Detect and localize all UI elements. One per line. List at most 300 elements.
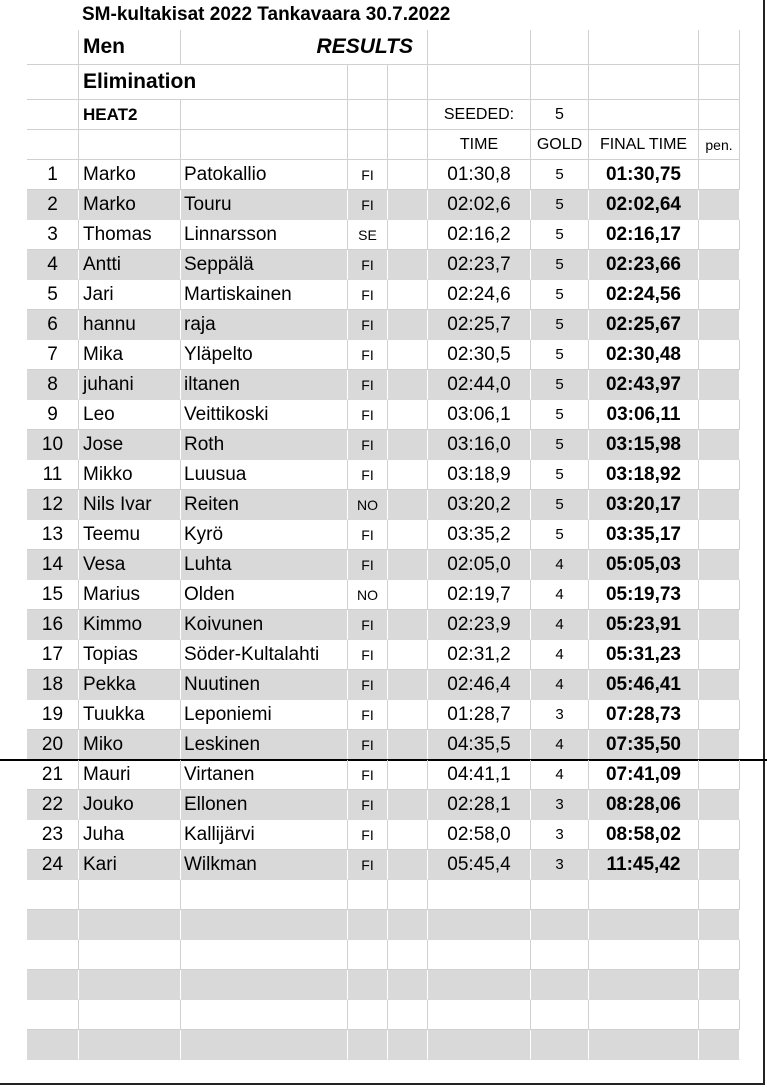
gold-cell: 5 — [531, 340, 589, 370]
country-cell — [348, 910, 388, 940]
table-row — [27, 610, 740, 640]
cell — [348, 65, 388, 100]
pen-cell — [699, 610, 740, 640]
last-name-cell: Roth — [181, 430, 348, 460]
table-row — [27, 280, 740, 310]
cell — [428, 30, 531, 65]
gold-cell: 4 — [531, 580, 589, 610]
position-cell — [27, 1030, 79, 1060]
header-row-round — [27, 65, 740, 100]
pen-cell — [699, 910, 740, 940]
position-cell: 20 — [27, 730, 79, 760]
first-name-cell: Marko — [79, 190, 181, 220]
position-cell: 12 — [27, 490, 79, 520]
final-time-cell: 03:06,11 — [589, 400, 699, 430]
first-name-cell: Mikko — [79, 460, 181, 490]
empty-cell — [388, 820, 428, 850]
empty-cell — [388, 850, 428, 880]
time-column-header: TIME — [428, 130, 531, 160]
first-name-cell: Mauri — [79, 760, 181, 790]
gold-cell: 4 — [531, 760, 589, 790]
pen-cell — [699, 430, 740, 460]
final-time-column-header: FINAL TIME — [589, 130, 699, 160]
final-time-cell: 02:16,17 — [589, 220, 699, 250]
country-cell: NO — [348, 580, 388, 610]
first-name-cell: Topias — [79, 640, 181, 670]
cell — [27, 130, 79, 160]
table-row — [27, 460, 740, 490]
time-cell: 02:46,4 — [428, 670, 531, 700]
empty-cell — [388, 490, 428, 520]
gold-cell: 5 — [531, 520, 589, 550]
position-cell — [27, 1000, 79, 1030]
time-cell: 02:28,1 — [428, 790, 531, 820]
gold-cell: 5 — [531, 460, 589, 490]
final-time-cell: 05:46,41 — [589, 670, 699, 700]
country-cell: FI — [348, 700, 388, 730]
final-time-cell: 07:35,50 — [589, 730, 699, 760]
last-name-cell: Veittikoski — [181, 400, 348, 430]
gold-cell: 3 — [531, 850, 589, 880]
seeded-label: SEEDED: — [428, 100, 531, 130]
empty-table-row — [27, 910, 740, 940]
time-cell: 01:28,7 — [428, 700, 531, 730]
empty-cell — [388, 280, 428, 310]
time-cell: 05:45,4 — [428, 850, 531, 880]
table-row — [27, 250, 740, 280]
cell — [428, 65, 531, 100]
final-time-cell: 01:30,75 — [589, 160, 699, 190]
table-row — [27, 340, 740, 370]
country-cell — [348, 880, 388, 910]
first-name-cell: Juha — [79, 820, 181, 850]
time-cell — [428, 1030, 531, 1060]
time-cell: 02:31,2 — [428, 640, 531, 670]
time-cell: 02:19,7 — [428, 580, 531, 610]
pen-cell — [699, 850, 740, 880]
empty-cell — [388, 550, 428, 580]
time-cell: 02:02,6 — [428, 190, 531, 220]
final-time-cell — [589, 940, 699, 970]
final-time-cell: 03:20,17 — [589, 490, 699, 520]
empty-cell — [388, 520, 428, 550]
cell — [348, 130, 388, 160]
position-cell: 11 — [27, 460, 79, 490]
final-time-cell: 05:19,73 — [589, 580, 699, 610]
final-time-cell: 02:25,67 — [589, 310, 699, 340]
cell — [699, 30, 740, 65]
empty-cell — [388, 340, 428, 370]
country-cell: FI — [348, 190, 388, 220]
country-cell: FI — [348, 340, 388, 370]
cell — [589, 100, 699, 130]
country-cell: SE — [348, 220, 388, 250]
table-row — [27, 550, 740, 580]
final-time-cell: 02:23,66 — [589, 250, 699, 280]
final-time-cell: 05:05,03 — [589, 550, 699, 580]
gold-cell: 5 — [531, 490, 589, 520]
final-time-cell — [589, 1000, 699, 1030]
empty-cell — [388, 190, 428, 220]
last-name-cell: Seppälä — [181, 250, 348, 280]
time-cell: 02:05,0 — [428, 550, 531, 580]
pen-cell — [699, 760, 740, 790]
empty-cell — [388, 220, 428, 250]
gold-cell: 5 — [531, 370, 589, 400]
gold-cell: 4 — [531, 640, 589, 670]
pen-cell — [699, 790, 740, 820]
empty-cell — [388, 400, 428, 430]
table-row — [27, 400, 740, 430]
time-cell: 03:18,9 — [428, 460, 531, 490]
empty-table-row — [27, 970, 740, 1000]
empty-cell — [388, 580, 428, 610]
final-time-cell: 03:15,98 — [589, 430, 699, 460]
empty-cell — [388, 730, 428, 760]
round-label — [79, 65, 348, 100]
gold-cell: 4 — [531, 550, 589, 580]
position-cell: 3 — [27, 220, 79, 250]
cell — [699, 65, 740, 100]
time-cell: 04:35,5 — [428, 730, 531, 760]
country-cell: FI — [348, 670, 388, 700]
table-row — [27, 370, 740, 400]
cell — [27, 65, 79, 100]
country-cell: FI — [348, 310, 388, 340]
cell — [388, 100, 428, 130]
last-name-cell — [181, 1000, 348, 1030]
last-name-cell: Reiten — [181, 490, 348, 520]
cell — [181, 100, 348, 130]
first-name-cell — [79, 1000, 181, 1030]
final-time-cell: 05:23,91 — [589, 610, 699, 640]
country-cell: FI — [348, 550, 388, 580]
country-cell: FI — [348, 430, 388, 460]
gold-cell: 3 — [531, 700, 589, 730]
header-row-heat — [27, 100, 740, 130]
empty-cell — [388, 970, 428, 1000]
pen-cell — [699, 700, 740, 730]
country-cell: FI — [348, 370, 388, 400]
pen-cell — [699, 1030, 740, 1060]
empty-table-row — [27, 880, 740, 910]
last-name-cell — [181, 880, 348, 910]
pen-cell — [699, 190, 740, 220]
time-cell: 02:30,5 — [428, 340, 531, 370]
empty-cell — [388, 640, 428, 670]
time-cell: 02:44,0 — [428, 370, 531, 400]
position-cell: 23 — [27, 820, 79, 850]
first-name-cell: Teemu — [79, 520, 181, 550]
country-cell: FI — [348, 160, 388, 190]
empty-cell — [388, 760, 428, 790]
gold-cell: 5 — [531, 430, 589, 460]
last-name-cell: iltanen — [181, 370, 348, 400]
empty-cell — [388, 940, 428, 970]
first-name-cell: Antti — [79, 250, 181, 280]
gold-cell — [531, 1030, 589, 1060]
country-cell: FI — [348, 460, 388, 490]
cell — [27, 100, 79, 130]
position-cell: 22 — [27, 790, 79, 820]
last-name-cell: Söder-Kultalahti — [181, 640, 348, 670]
first-name-cell: Pekka — [79, 670, 181, 700]
last-name-cell: Luusua — [181, 460, 348, 490]
gold-cell: 5 — [531, 310, 589, 340]
first-name-cell: Leo — [79, 400, 181, 430]
cell — [181, 130, 348, 160]
empty-cell — [388, 670, 428, 700]
table-row — [27, 670, 740, 700]
position-cell: 1 — [27, 160, 79, 190]
first-name-cell: Kimmo — [79, 610, 181, 640]
time-cell — [428, 880, 531, 910]
final-time-cell: 08:28,06 — [589, 790, 699, 820]
cell — [531, 30, 589, 65]
last-name-cell: raja — [181, 310, 348, 340]
sheet-title: SM-kultakisat 2022 Tankavaara 30.7.2022 — [82, 4, 451, 25]
first-name-cell — [79, 970, 181, 1000]
last-name-cell: Kyrö — [181, 520, 348, 550]
last-name-cell — [181, 940, 348, 970]
table-row — [27, 820, 740, 850]
last-name-cell: Nuutinen — [181, 670, 348, 700]
final-time-cell — [589, 970, 699, 1000]
time-cell: 02:58,0 — [428, 820, 531, 850]
table-row — [27, 160, 740, 190]
position-cell: 6 — [27, 310, 79, 340]
first-name-cell: Tuukka — [79, 700, 181, 730]
last-name-cell: Touru — [181, 190, 348, 220]
final-time-cell — [589, 880, 699, 910]
time-cell — [428, 910, 531, 940]
pen-cell — [699, 340, 740, 370]
data-rows — [27, 160, 740, 1060]
last-name-cell — [181, 970, 348, 1000]
cell — [388, 65, 428, 100]
position-cell: 14 — [27, 550, 79, 580]
pen-cell — [699, 460, 740, 490]
country-cell: FI — [348, 520, 388, 550]
time-cell — [428, 1000, 531, 1030]
final-time-cell: 07:41,09 — [589, 760, 699, 790]
time-cell — [428, 970, 531, 1000]
empty-cell — [388, 310, 428, 340]
empty-cell — [388, 1030, 428, 1060]
gold-cell — [531, 910, 589, 940]
cell — [388, 130, 428, 160]
cell — [348, 100, 388, 130]
position-cell: 9 — [27, 400, 79, 430]
position-cell — [27, 910, 79, 940]
pen-cell — [699, 250, 740, 280]
last-name-cell: Leponiemi — [181, 700, 348, 730]
gold-cell: 5 — [531, 190, 589, 220]
table-row — [27, 640, 740, 670]
first-name-cell: juhani — [79, 370, 181, 400]
pen-cell — [699, 880, 740, 910]
position-cell: 21 — [27, 760, 79, 790]
position-cell: 8 — [27, 370, 79, 400]
position-cell: 16 — [27, 610, 79, 640]
final-time-cell: 03:18,92 — [589, 460, 699, 490]
empty-table-row — [27, 1030, 740, 1060]
empty-cell — [388, 1000, 428, 1030]
country-cell: FI — [348, 640, 388, 670]
pen-cell — [699, 820, 740, 850]
country-cell: FI — [348, 250, 388, 280]
time-cell: 04:41,1 — [428, 760, 531, 790]
gold-cell — [531, 1000, 589, 1030]
last-name-cell: Koivunen — [181, 610, 348, 640]
table-row — [27, 760, 740, 790]
first-name-cell — [79, 940, 181, 970]
pen-cell — [699, 730, 740, 760]
pen-cell — [699, 220, 740, 250]
country-cell — [348, 970, 388, 1000]
header-row-category — [27, 30, 740, 65]
last-name-cell: Kallijärvi — [181, 820, 348, 850]
pen-cell — [699, 940, 740, 970]
first-name-cell: Kari — [79, 850, 181, 880]
empty-table-row — [27, 1000, 740, 1030]
cell — [699, 100, 740, 130]
pen-cell — [699, 310, 740, 340]
empty-cell — [388, 700, 428, 730]
first-name-cell — [79, 1030, 181, 1060]
first-name-cell: Thomas — [79, 220, 181, 250]
table-row — [27, 190, 740, 220]
empty-cell — [388, 430, 428, 460]
table-row — [27, 730, 740, 760]
cell — [79, 130, 181, 160]
last-name-cell: Wilkman — [181, 850, 348, 880]
time-cell: 03:20,2 — [428, 490, 531, 520]
pen-cell — [699, 970, 740, 1000]
time-cell: 02:25,7 — [428, 310, 531, 340]
first-name-cell: Jari — [79, 280, 181, 310]
table-row — [27, 850, 740, 880]
last-name-cell: Patokallio — [181, 160, 348, 190]
first-name-cell: Nils Ivar — [79, 490, 181, 520]
pen-cell — [699, 490, 740, 520]
last-name-cell: Yläpelto — [181, 340, 348, 370]
first-name-cell: Vesa — [79, 550, 181, 580]
pen-cell — [699, 520, 740, 550]
final-time-cell: 02:30,48 — [589, 340, 699, 370]
last-name-cell: Luhta — [181, 550, 348, 580]
time-cell: 03:06,1 — [428, 400, 531, 430]
cell — [589, 30, 699, 65]
position-cell: 7 — [27, 340, 79, 370]
empty-cell — [388, 610, 428, 640]
gold-cell: 5 — [531, 220, 589, 250]
final-time-cell: 02:24,56 — [589, 280, 699, 310]
table-row — [27, 790, 740, 820]
time-cell: 03:16,0 — [428, 430, 531, 460]
country-cell: FI — [348, 400, 388, 430]
last-name-cell — [181, 910, 348, 940]
last-name-cell: Olden — [181, 580, 348, 610]
country-cell — [348, 1000, 388, 1030]
country-cell: NO — [348, 490, 388, 520]
final-time-cell: 11:45,42 — [589, 850, 699, 880]
final-time-cell: 08:58,02 — [589, 820, 699, 850]
pen-column-header: pen. — [699, 130, 740, 160]
column-header-row — [27, 130, 740, 160]
country-cell: FI — [348, 760, 388, 790]
country-cell: FI — [348, 850, 388, 880]
time-cell: 01:30,8 — [428, 160, 531, 190]
first-name-cell: Marius — [79, 580, 181, 610]
gold-cell — [531, 880, 589, 910]
country-cell: FI — [348, 280, 388, 310]
last-name-cell: Martiskainen — [181, 280, 348, 310]
time-cell: 03:35,2 — [428, 520, 531, 550]
country-cell — [348, 1030, 388, 1060]
gold-cell: 5 — [531, 160, 589, 190]
last-name-cell: Ellonen — [181, 790, 348, 820]
final-time-cell: 02:02,64 — [589, 190, 699, 220]
final-time-cell: 03:35,17 — [589, 520, 699, 550]
time-cell: 02:23,7 — [428, 250, 531, 280]
position-cell: 19 — [27, 700, 79, 730]
position-cell: 24 — [27, 850, 79, 880]
cell — [27, 30, 79, 65]
country-cell: FI — [348, 730, 388, 760]
gold-cell: 5 — [531, 250, 589, 280]
position-cell — [27, 880, 79, 910]
position-cell: 2 — [27, 190, 79, 220]
empty-cell — [388, 880, 428, 910]
gold-cell: 4 — [531, 610, 589, 640]
results-text: RESULTS — [316, 35, 413, 58]
table-row — [27, 220, 740, 250]
category-label: Men — [79, 30, 181, 65]
gold-cell: 4 — [531, 670, 589, 700]
gold-cell: 3 — [531, 820, 589, 850]
final-time-cell — [589, 910, 699, 940]
pen-cell — [699, 400, 740, 430]
empty-cell — [388, 910, 428, 940]
round-text: Elimination — [83, 70, 197, 93]
pen-cell — [699, 550, 740, 580]
empty-cell — [388, 790, 428, 820]
cell — [589, 65, 699, 100]
table-row — [27, 700, 740, 730]
last-name-cell: Virtanen — [181, 760, 348, 790]
position-cell — [27, 940, 79, 970]
position-cell: 4 — [27, 250, 79, 280]
first-name-cell: Marko — [79, 160, 181, 190]
final-time-cell: 05:31,23 — [589, 640, 699, 670]
country-cell — [348, 940, 388, 970]
position-cell: 15 — [27, 580, 79, 610]
table-row — [27, 580, 740, 610]
gold-cell — [531, 940, 589, 970]
first-name-cell: Mika — [79, 340, 181, 370]
results-table — [27, 30, 740, 1060]
gold-cell: 5 — [531, 400, 589, 430]
table-row — [27, 490, 740, 520]
time-cell: 02:24,6 — [428, 280, 531, 310]
last-name-cell: Leskinen — [181, 730, 348, 760]
gold-column-header: GOLD — [531, 130, 589, 160]
time-cell: 02:16,2 — [428, 220, 531, 250]
last-name-cell — [181, 1030, 348, 1060]
position-cell: 13 — [27, 520, 79, 550]
heat-label: HEAT2 — [79, 100, 181, 130]
